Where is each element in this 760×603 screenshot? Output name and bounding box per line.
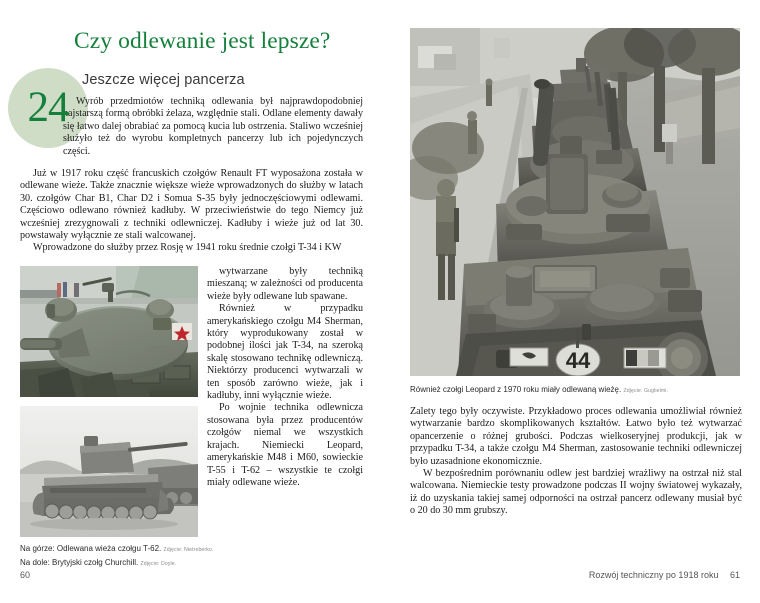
caption-line <box>20 557 240 571</box>
body-text-wide <box>20 168 363 255</box>
paragraph: Zalety tego były oczywiste. Przykładowo proces odlewania umożliwiał również wytwarzanie bardzo skomplikowanych kształtów. Łatwo było też wytwarzać opancerzenie o różnej grubości. Podczas wielkoseryjnej produkcji, jak w przypadku T-34, a także czołgu M4 Sherman, zastosowanie techniki odlewniczej było uzasadnione ekonomicznie. <box>410 406 742 467</box>
right-photo-caption <box>410 384 745 397</box>
body-text-right <box>410 406 742 518</box>
chapter-number: 24 <box>27 83 69 131</box>
t-62-turret-photo <box>20 266 198 397</box>
paragraph: wytwarzane były techniką mieszaną; w zależności od producenta wieże były odlewane lub spawane. <box>207 266 363 302</box>
caption-text-bottom: Na dole: Brytyjski czołg Churchill. <box>20 557 139 567</box>
caption-line <box>20 543 240 557</box>
caption-text: Również czołgi Leopard z 1970 roku miały odlewaną wieżę. <box>410 385 622 394</box>
paragraph: W bezpośrednim porównaniu odlew jest bardziej wrażliwy na ostrzał niż stal walcowana. Niemieckie testy prowadzone podczas II wojny światowej wykazały, iż do uzyskania takiej samej odporności na ostrzał pancerz odlewany musiał być o 20 do 30 mm grubszy. <box>410 468 742 517</box>
page-subtitle: Jeszcze więcej pancerza <box>82 72 245 88</box>
page-footer-right <box>589 570 740 580</box>
churchill-tank-photo <box>20 406 198 537</box>
left-photo-caption <box>20 543 240 570</box>
running-head: Rozwój techniczny po 1918 roku <box>588 570 719 580</box>
photo-credit-top: Zdjęcie: Nietreberko. <box>163 547 214 553</box>
paragraph: Wprowadzone do służby przez Rosję w 1941 roku średnie czołgi T-34 i KW <box>33 242 342 254</box>
body-text-narrow <box>207 266 363 489</box>
page-number-left: 60 <box>20 570 31 580</box>
paragraph: Już w 1917 roku część francuskich czołgów Renault FT wyposażona została w odlewane wieże. Także znacznie większe wieże wprowadzonych do służby w latach 30. czołgów Char B1, Char D2 i Somua S-35 były jednoczęściowymi odlewami. Częściowo odlewano również kadłuby. W przeciwieństwie do tego Niemcy już wcześniej zrezygnowali z techniki odlewniczej. Kadłuby i wieże już od lat 30. powstawały wyłącznie ze stali walcowanej. <box>20 168 363 242</box>
page-title: Czy odlewanie jest lepsze? <box>74 28 331 54</box>
right-page <box>380 0 760 603</box>
intro-paragraph: Wyrób przedmiotów techniką odlewania był najprawdopodobniej najstarszą formą obróbki żelaza, względnie stali. Odlane elementy dawały się łatwo dalej obrabiać za pomocą kucia lub ostrzenia. Staliwo wcześniej służyło też do wyrobu kompletnych pancerzy lub ich pojedynczych części. <box>63 96 363 157</box>
photo-credit: Zdjęcie: Guglielmi. <box>623 388 669 394</box>
photo-credit-bottom: Zdjęcie: Doyle. <box>140 560 177 567</box>
paragraph: Również w przypadku amerykańskiego czołgu M4 Sherman, który wyprodukowany został w podobnej ilości jak T-34, na szeroką skalę stosowano technikę odlewniczą. Niektórzy producenci wytwarzali w ten sposób zarówno wieże, jak i kadłuby, inni wyłącznie wieże. <box>207 303 363 402</box>
paragraph: Po wojnie technika odlewnicza stosowana była przez producentów czołgów niemal we wszystkich krajach. Niemiecki Leopard, amerykańskie M48 i M60, sowieckie T-55 i T-62 – wszystkie te czołgi miały odlewane wieże. <box>207 402 363 488</box>
leopard-tank-column-photo <box>410 28 740 376</box>
tank-marking-number-44: 44 <box>565 348 591 373</box>
caption-text-top: Na górze: Odlewana wieża czołgu T-62. <box>20 544 162 553</box>
page-number-right: 61 <box>729 570 740 580</box>
